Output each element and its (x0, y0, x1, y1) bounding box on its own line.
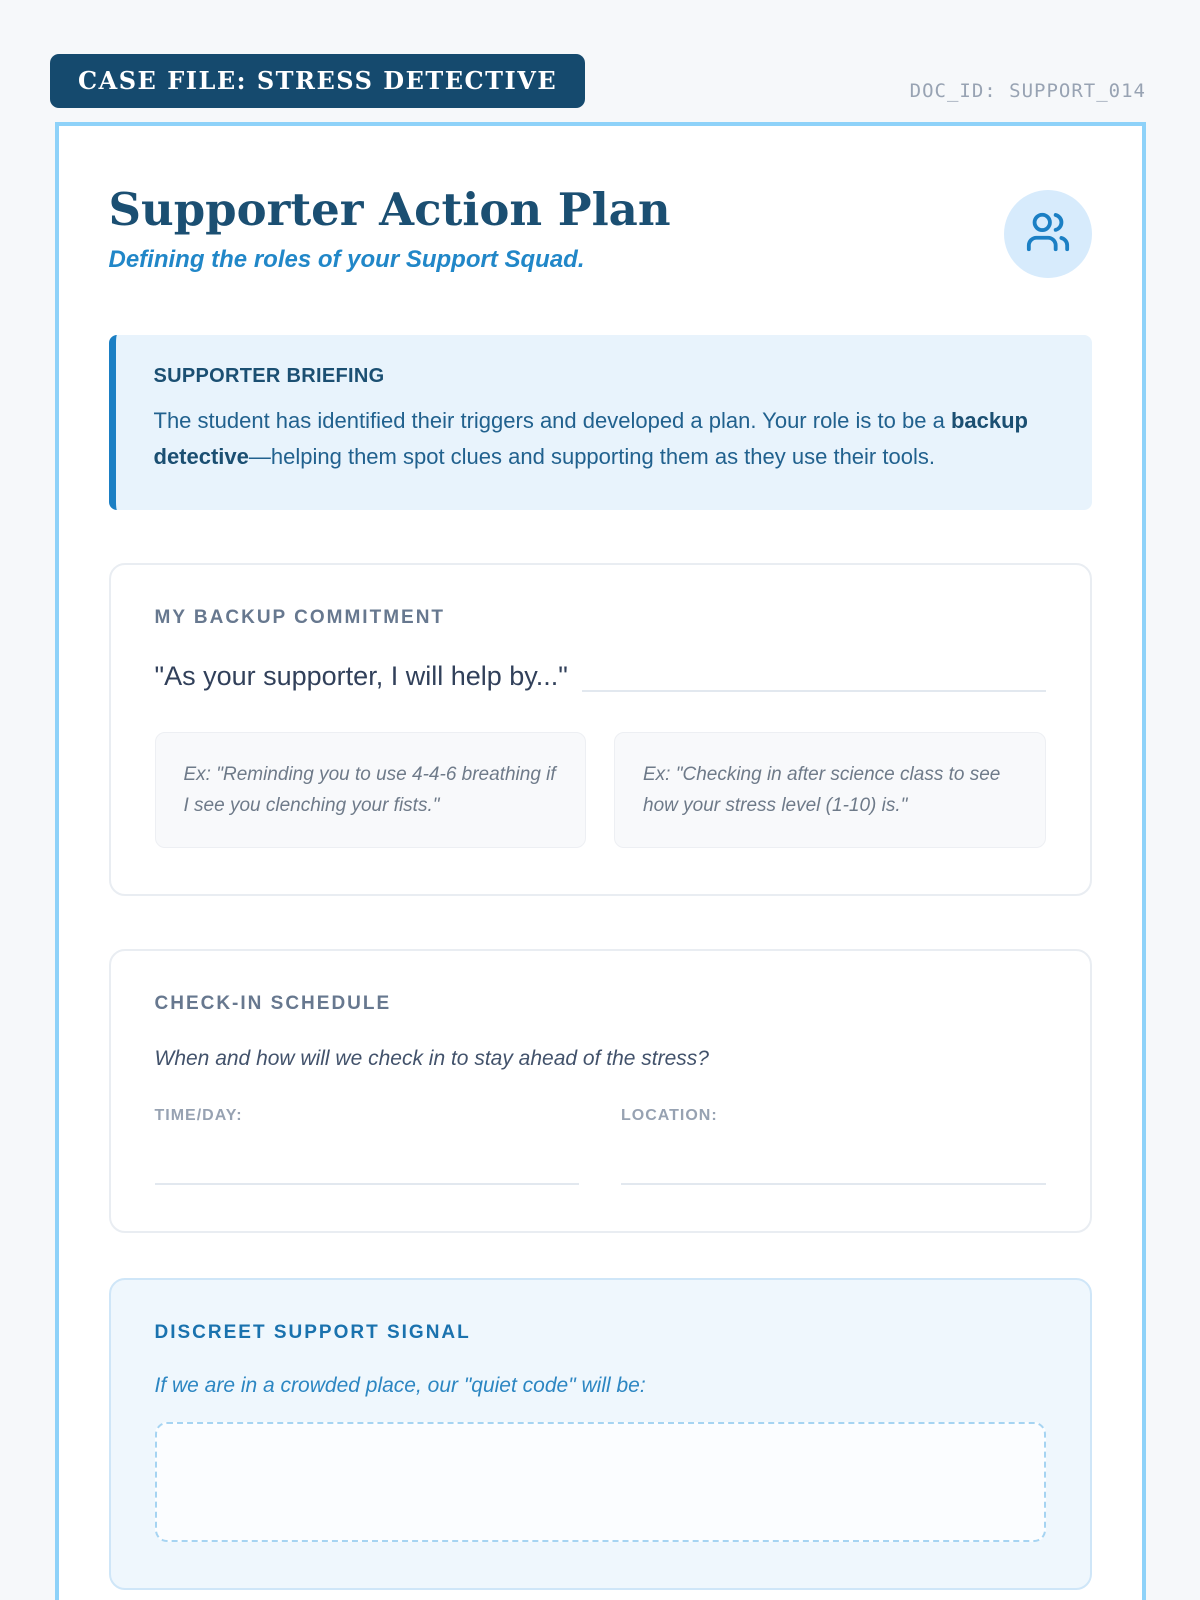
schedule-fields (155, 1107, 1046, 1185)
location-field (621, 1107, 1046, 1185)
checkin-schedule-section (109, 949, 1092, 1233)
time-day-fill-in-line[interactable] (155, 1183, 580, 1185)
signal-prompt: If we are in a crowded place, our "quiet code" will be: (154, 1374, 646, 1398)
briefing-body (154, 403, 1054, 476)
time-day-field (155, 1107, 580, 1185)
briefing-body-bold: backup detective (153, 408, 1028, 470)
page-title: Supporter Action Plan (108, 183, 671, 236)
commitment-examples (155, 732, 1046, 849)
location-label: LOCATION: (621, 1107, 718, 1125)
briefing-body-text: The student has identified their triggers and developed a plan. Your role is to be a (153, 408, 951, 433)
commitment-prompt-row (155, 661, 1046, 692)
signal-heading: DISCREET SUPPORT SIGNAL (154, 1322, 471, 1344)
schedule-heading: CHECK-IN SCHEDULE (154, 993, 392, 1015)
case-file-badge: CASE FILE: STRESS DETECTIVE (50, 54, 585, 108)
briefing-heading: SUPPORTER BRIEFING (153, 365, 385, 387)
commitment-prompt: "As your supporter, I will help by..." (154, 660, 568, 691)
page-header-strip (0, 0, 1200, 108)
worksheet-card (55, 122, 1146, 1600)
example-hint-checkin: Ex: "Checking in after science class to see how your stress level (1-10) is." (614, 732, 1046, 849)
title-block (109, 184, 671, 274)
discreet-signal-section (109, 1278, 1092, 1590)
example-hint-breathing: Ex: "Reminding you to use 4-4-6 breathing if I see you clenching your fists." (155, 732, 587, 849)
page-subtitle: Defining the roles of your Support Squad. (108, 245, 585, 273)
time-day-label: TIME/DAY: (154, 1107, 243, 1125)
supporter-briefing-callout (109, 335, 1092, 510)
backup-commitment-section (109, 563, 1092, 897)
briefing-body-text-after: —helping them spot clues and supporting them as they use their tools. (248, 444, 935, 470)
location-fill-in-line[interactable] (621, 1183, 1046, 1185)
schedule-question: When and how will we check in to stay ahead of the stress? (154, 1047, 709, 1071)
commitment-fill-in-line[interactable] (582, 662, 1046, 692)
quiet-code-fill-in-box[interactable] (155, 1422, 1046, 1542)
users-icon-badge (1004, 190, 1092, 278)
document-header (109, 184, 1092, 278)
doc-id-label: DOC_ID: SUPPORT_014 (909, 80, 1146, 102)
users-icon (1025, 209, 1071, 260)
commitment-heading: MY BACKUP COMMITMENT (154, 606, 446, 628)
